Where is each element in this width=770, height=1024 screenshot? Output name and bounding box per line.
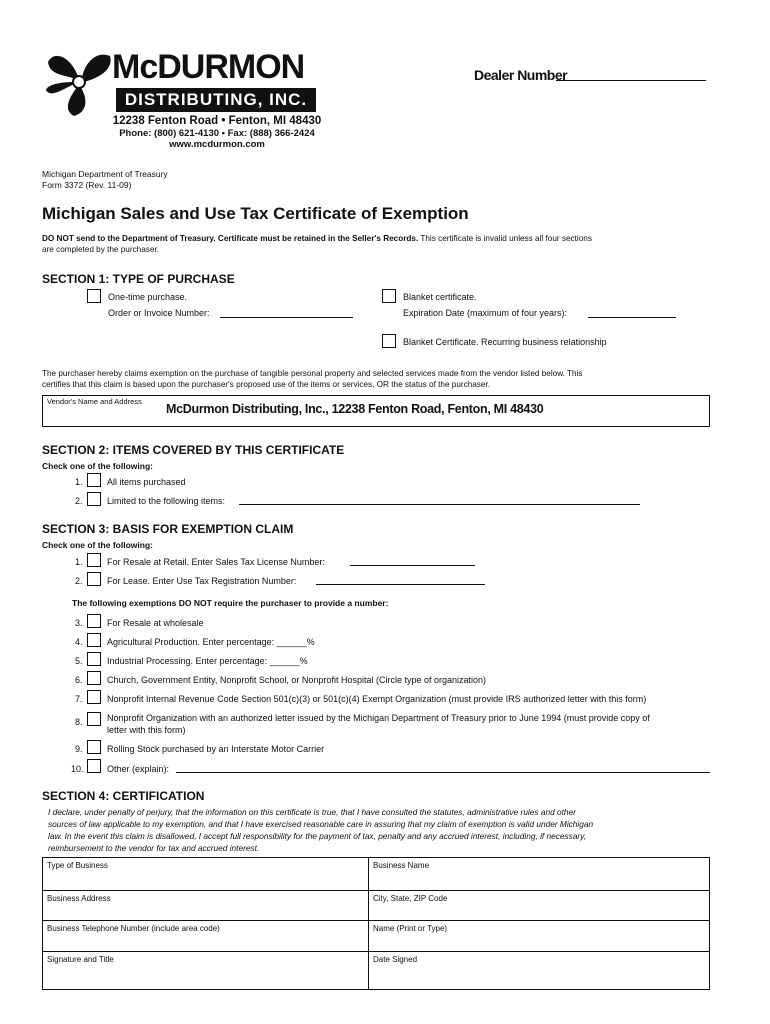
industrial-label: Industrial Processing. Enter percentage: ______% bbox=[107, 656, 308, 666]
limited-items-field[interactable] bbox=[239, 504, 640, 505]
section3-heading: SECTION 3: BASIS FOR EXEMPTION CLAIM bbox=[42, 522, 294, 536]
field-label: Type of Business bbox=[47, 861, 108, 870]
s3-item-num: 9. bbox=[75, 744, 83, 754]
vendor-box[interactable] bbox=[42, 395, 710, 427]
field-label: Business Name bbox=[373, 861, 430, 870]
form-number: Form 3372 (Rev. 11-09) bbox=[42, 180, 132, 190]
certification-line: reimbursement to the vendor for tax and accrued interest. bbox=[48, 843, 260, 853]
claim-line1: The purchaser hereby claims exemption on the purchase of tangible personal property and selected services made from the vendor listed below. This bbox=[42, 369, 583, 378]
resale-retail-checkbox[interactable] bbox=[87, 553, 101, 567]
certification-text bbox=[48, 806, 593, 854]
nonprofit-mi-letter-label: Nonprofit Organization with an authorized letter issued by the Michigan Department of Treasury prior to June 1994 (must provide copy of bbox=[107, 713, 650, 723]
certification-line: I declare, under penalty of perjury, that the information on this certificate is true, that I have consulted the statutes, administrative rules and other bbox=[48, 807, 576, 817]
s3-item-num: 5. bbox=[75, 656, 83, 666]
blanket-recurring-checkbox[interactable] bbox=[382, 334, 396, 348]
print-name-field[interactable] bbox=[369, 921, 709, 952]
use-tax-registration-field[interactable] bbox=[316, 584, 485, 585]
church-gov-checkbox[interactable] bbox=[87, 671, 101, 685]
rolling-stock-label: Rolling Stock purchased by an Interstate Motor Carrier bbox=[107, 744, 325, 754]
nonprofit-501c-checkbox[interactable] bbox=[87, 690, 101, 704]
company-phone: Phone: (800) 621-4130 • Fax: (888) 366-2424 bbox=[119, 128, 315, 139]
other-explain-field[interactable] bbox=[176, 772, 710, 773]
field-label: Business Address bbox=[47, 894, 111, 903]
nonprofit-mi-letter-checkbox[interactable] bbox=[87, 712, 101, 726]
s3-item-num: 4. bbox=[75, 637, 83, 647]
field-label: Name (Print or Type) bbox=[373, 924, 448, 933]
resale-wholesale-checkbox[interactable] bbox=[87, 614, 101, 628]
dealer-number-label: Dealer Number bbox=[474, 67, 568, 83]
business-address-field[interactable] bbox=[43, 891, 368, 921]
resale-wholesale-label: For Resale at wholesale bbox=[107, 618, 204, 628]
industrial-checkbox[interactable] bbox=[87, 652, 101, 666]
s2-item-num: 1. bbox=[75, 477, 83, 487]
section1-heading: SECTION 1: TYPE OF PURCHASE bbox=[42, 272, 235, 286]
agricultural-checkbox[interactable] bbox=[87, 633, 101, 647]
section4-heading: SECTION 4: CERTIFICATION bbox=[42, 789, 205, 803]
dealer-number-field[interactable] bbox=[556, 80, 706, 81]
certification-line: sources of law applicable to my exemption, and that I have exercised reasonable care in assuring that my claim of exemption is valid under Michigan bbox=[48, 819, 594, 829]
signature-title-field[interactable] bbox=[43, 952, 368, 989]
field-label: Business Telephone Number (include area code) bbox=[47, 924, 220, 933]
brand-name: McDURMON bbox=[112, 48, 305, 86]
page-title: Michigan Sales and Use Tax Certificate of Exemption bbox=[42, 204, 469, 223]
blanket-label: Blanket certificate. bbox=[403, 292, 477, 302]
all-items-checkbox[interactable] bbox=[87, 473, 101, 487]
vendor-label: Vendor's Name and Address bbox=[47, 397, 142, 406]
business-phone-field[interactable] bbox=[43, 921, 368, 952]
s3-item-num: 8. bbox=[75, 717, 83, 727]
lease-checkbox[interactable] bbox=[87, 572, 101, 586]
notice-bold: DO NOT send to the Department of Treasury. Certificate must be retained in the Seller's Records. bbox=[42, 234, 419, 243]
s3-item-num: 3. bbox=[75, 618, 83, 628]
expiration-label: Expiration Date (maximum of four years): bbox=[403, 308, 568, 318]
company-website: www.mcdurmon.com bbox=[169, 139, 265, 150]
agricultural-label: Agricultural Production. Enter percentage: ______% bbox=[107, 637, 315, 647]
claim-line2: certifies that this claim is based upon the purchaser's proposed use of the items or services, OR the status of the purchaser. bbox=[42, 380, 491, 389]
s3-item-num: 10. bbox=[71, 764, 84, 774]
company-address: 12238 Fenton Road • Fenton, MI 48430 bbox=[112, 115, 322, 127]
sales-tax-license-field[interactable] bbox=[350, 565, 475, 566]
other-label: Other (explain): bbox=[107, 764, 170, 774]
form-dept: Michigan Department of Treasury bbox=[42, 169, 168, 179]
expiration-field[interactable] bbox=[588, 317, 676, 318]
notice-rest: This certificate is invalid unless all four sections bbox=[418, 234, 592, 243]
nonprofit-mi-letter-label2: letter with this form) bbox=[107, 725, 186, 735]
s3-item-num: 2. bbox=[75, 576, 83, 586]
field-label: Date Signed bbox=[373, 955, 418, 964]
one-time-label: One-time purchase. bbox=[108, 292, 188, 302]
rolling-stock-checkbox[interactable] bbox=[87, 740, 101, 754]
brand-subtitle: DISTRIBUTING, INC. bbox=[116, 88, 316, 112]
limited-items-checkbox[interactable] bbox=[87, 492, 101, 506]
s3-item-num: 6. bbox=[75, 675, 83, 685]
all-items-label: All items purchased bbox=[107, 477, 186, 487]
one-time-checkbox[interactable] bbox=[87, 289, 101, 303]
type-of-business-field[interactable] bbox=[43, 858, 368, 891]
nonprofit-501c-label: Nonprofit Internal Revenue Code Section 501(c)(3) or 501(c)(4) Exempt Organization (must provide IRS authorized letter with this form) bbox=[107, 694, 647, 704]
section2-check-one: Check one of the following: bbox=[42, 461, 153, 471]
section3-check-one: Check one of the following: bbox=[42, 540, 153, 550]
s3-item-num: 7. bbox=[75, 694, 83, 704]
lease-label: For Lease. Enter Use Tax Registration Number: bbox=[107, 576, 297, 586]
certification-table bbox=[42, 857, 710, 990]
s2-item-num: 2. bbox=[75, 496, 83, 506]
city-state-zip-field[interactable] bbox=[369, 891, 709, 921]
section2-heading: SECTION 2: ITEMS COVERED BY THIS CERTIFICATE bbox=[42, 443, 345, 457]
certification-line: law. In the event this claim is disallowed, I accept full responsibility for the payment of tax, penalty and any accrued interest, including, if necessary, bbox=[48, 831, 587, 841]
limited-items-label: Limited to the following items: bbox=[107, 496, 226, 506]
field-label: Signature and Title bbox=[47, 955, 114, 964]
no-number-note: The following exemptions DO NOT require the purchaser to provide a number: bbox=[72, 598, 389, 608]
business-name-field[interactable] bbox=[369, 858, 709, 891]
order-invoice-field[interactable] bbox=[220, 317, 353, 318]
propeller-logo-icon bbox=[44, 46, 116, 118]
field-label: City, State, ZIP Code bbox=[373, 894, 448, 903]
s3-item-num: 1. bbox=[75, 557, 83, 567]
blanket-checkbox[interactable] bbox=[382, 289, 396, 303]
church-gov-label: Church, Government Entity, Nonprofit School, or Nonprofit Hospital (Circle type of organization) bbox=[107, 675, 487, 685]
notice-line2: are completed by the purchaser. bbox=[42, 245, 159, 254]
resale-retail-label: For Resale at Retail. Enter Sales Tax License Number: bbox=[107, 557, 325, 567]
other-checkbox[interactable] bbox=[87, 759, 101, 773]
notice bbox=[42, 233, 732, 244]
order-invoice-label: Order or Invoice Number: bbox=[108, 308, 210, 318]
blanket-recurring-label: Blanket Certificate. Recurring business relationship bbox=[403, 337, 607, 347]
date-signed-field[interactable] bbox=[369, 952, 709, 989]
vendor-value: McDurmon Distributing, Inc., 12238 Fenton Road, Fenton, MI 48430 bbox=[166, 402, 544, 416]
